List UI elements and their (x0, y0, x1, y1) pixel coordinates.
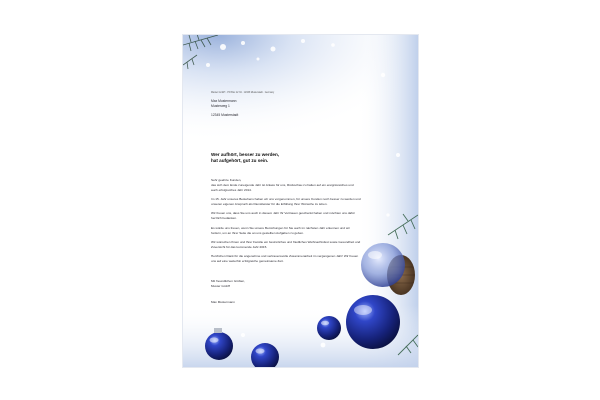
headline-line-1: Wer aufhört, besser zu werden, (211, 152, 280, 157)
paragraph-3: Wir freuen uns, dass Sie uns auch in diesem Jahr Ihr Vertrauen geschenkt haben und möchten uns dafür herzlich bedanken. (211, 211, 355, 220)
paragraph-5: Wir wünschen Ihnen und Ihrer Familie ein besinnliches und friedliches Weihnachtsfest sowie Gesundheit und Zuversicht für das kommende Jahr 2015. (211, 240, 361, 249)
recipient-name: Max Mustermann (211, 99, 237, 103)
letter-page (183, 35, 418, 367)
blue-ornament-icon (317, 316, 341, 340)
headline-line-2: hat aufgehört, gut zu sein. (211, 157, 269, 163)
recipient-street: Musterweg 1 (211, 103, 230, 108)
closing-line-2: Muster GmbH (211, 284, 231, 288)
glass-ornament-icon (361, 243, 405, 287)
paragraph-6: Herzlichen Dank für die angenehme und vertrauensvolle Zusammenarbeit im vergangenen Jahr! Wir freuen uns auf eine weiterhin erfolgreiche gemeinsame Zeit. (211, 254, 359, 263)
closing-line-1: Mit freundlichen Grüßen, (211, 279, 246, 283)
recipient-city: 12345 Musterstadt (211, 113, 239, 117)
blue-ornament-icon (205, 332, 233, 360)
signature: Max Mustermann (211, 300, 235, 304)
salutation: Sehr geehrte Kunden, (211, 178, 242, 182)
paragraph-2: Im 15. Jahr unseres Bestehens haben wir uns vorgenommen, für unsere Kunden noch besser zu werden und unseren eigenen Anspruch als Dienstleister für die Erfüllung Ihrer Wünsche zu leben. (211, 197, 361, 206)
sender-line: Muster GmbH · PO Box 12 34 · 12345 Musterstadt · Germany (211, 92, 275, 94)
headline (211, 152, 279, 164)
paragraph-4: Es würde uns freuen, wenn Sie unsere Bemühungen für Sie auch im nächsten Jahr erkennen und wir fordern, um an Ihrer Seite die an uns gestellten Aufgaben zu geben. (211, 226, 350, 235)
paragraph-1: das sich dem Ende zuneigende Jahr ist Anlass für uns, Rückschau zu halten auf ein ereignisreiches und auch erfolgreiches Jahr 2014. (211, 183, 354, 192)
